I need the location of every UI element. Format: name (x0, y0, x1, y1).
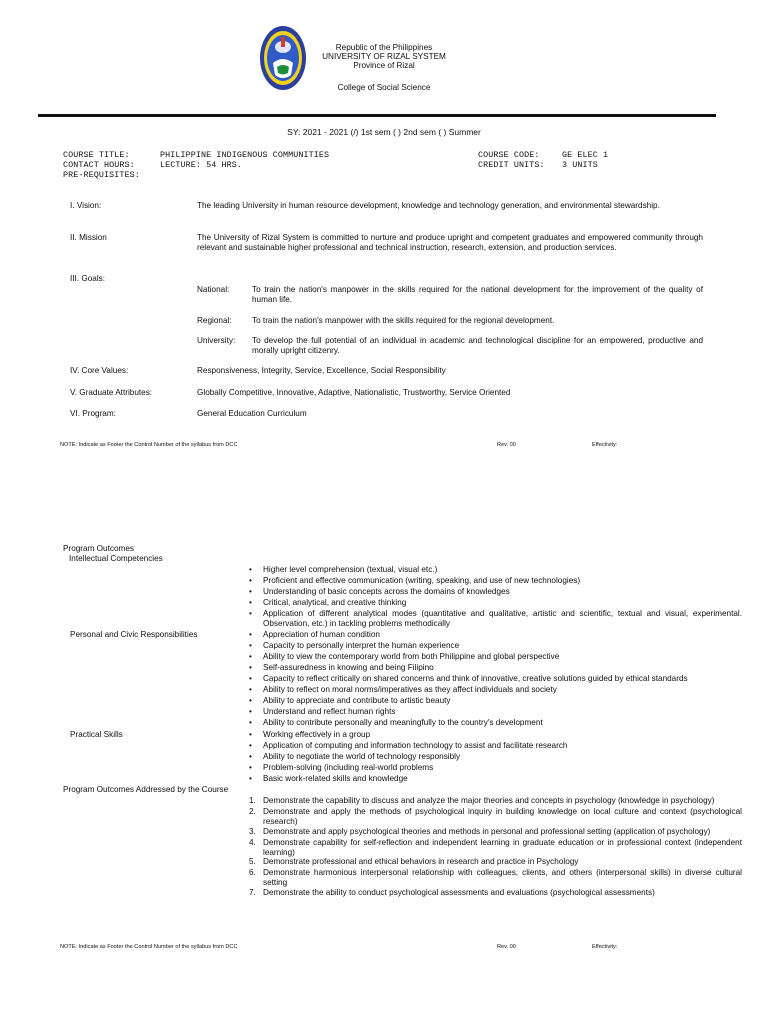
footer-rev: Rev. 00 (497, 944, 516, 950)
school-year-line: SY: 2021 - 2021 (/) 1st sem ( ) 2nd sem ( ) Summer (287, 127, 481, 137)
list-item (249, 807, 742, 827)
item-text: Demonstrate and apply the methods of psychological inquiry in building knowledge on local culture and context (psychological research) (263, 807, 742, 826)
list-item (249, 827, 742, 838)
footer-effectivity: Effectivity: (592, 442, 618, 448)
item-text: Demonstrate the ability to conduct psychological assessments and evaluations (psychological assessments) (263, 888, 655, 898)
contact-hours-value: LECTURE: 54 HRS. (160, 160, 243, 170)
practical-skills-list (249, 730, 742, 785)
program-label: VI. Program: (70, 409, 116, 418)
item-number: 6. (249, 868, 256, 878)
graduate-attributes-text: Globally Competitive, Innovative, Adaptive, Nationalistic, Trustworthy, Service Oriented (197, 388, 511, 397)
list-item (249, 857, 742, 868)
list-item: • Capacity to personally interpret the human experience (249, 641, 742, 652)
goals-label: III. Goals: (70, 274, 106, 283)
item-text: Demonstrate the capability to discuss and analyze the major theories and concepts in psychology (knowledge in psychology) (263, 796, 715, 805)
prerequisites-label: PRE-REQUISITES: (63, 170, 140, 180)
list-item: • Understanding of basic concepts across the domains of knowledges (249, 587, 742, 598)
list-item: • Problem-solving (including real-world problems (249, 763, 742, 774)
item-text: Demonstrate and apply psychological theories and methods in personal and professional setting (application of psychology) (263, 826, 711, 836)
footer-rev: Rev. 00 (497, 442, 516, 448)
header-republic: Republic of the Philippines (335, 43, 433, 52)
credit-units-value: 3 UNITS (562, 160, 598, 170)
list-item: • Capacity to reflect critically on shared concerns and think of innovative, creative solutions guided by ethical standards (249, 674, 742, 685)
contact-hours-label: CONTACT HOURS: (63, 160, 135, 170)
list-item: • Ability to negotiate the world of technology responsibly (249, 752, 742, 763)
item-number: 7. (249, 888, 256, 898)
item-number: 3. (249, 826, 256, 836)
list-item: • Ability to appreciate and contribute to artistic beauty (249, 696, 742, 707)
list-item: • Understand and reflect human rights (249, 707, 742, 718)
item-text: Demonstrate capability for self-reflection and independent learning in graduate education or in professional context (independent learning) (263, 837, 742, 857)
list-item (249, 868, 742, 888)
list-item (249, 796, 742, 807)
goal-national-text: To train the nation's manpower in the skills required for the national development for the improvement of the quality of human life. (252, 285, 703, 304)
course-code-value: GE ELEC 1 (562, 150, 609, 160)
vision-label: I. Vision: (70, 201, 102, 210)
intellectual-competencies-label: Intellectual Competencies (69, 554, 163, 563)
list-item: • Ability to contribute personally and meaningfully to the country's development (249, 718, 742, 729)
list-item: • Appreciation of human condition (249, 630, 742, 641)
footer-note: NOTE: Indicate as Footer the Control Number of the syllabus from DCC (60, 442, 238, 448)
goal-national-label: National: (197, 285, 230, 294)
graduate-attributes-label: V. Graduate Attributes: (70, 388, 153, 397)
list-item: • Proficient and effective communication (writing, speaking, and use of new technologies) (249, 576, 742, 587)
goal-regional-label: Regional: (197, 316, 232, 325)
mission-text: The University of Rizal System is committed to nurture and produce upright and competent graduates and empowered community through relevant and sustainable higher professional and technical instruction, research, extension, and production services. (197, 233, 703, 252)
outcomes-addressed-label: Program Outcomes Addressed by the Course (63, 785, 229, 794)
core-values-label: IV. Core Values: (70, 366, 129, 375)
item-number: 5. (249, 857, 256, 867)
personal-civic-label: Personal and Civic Responsibilities (70, 630, 198, 639)
credit-units-label: CREDIT UNITS: (478, 160, 545, 170)
mission-label: II. Mission (70, 233, 107, 242)
intellectual-competencies-list (249, 565, 742, 629)
item-number: 2. (249, 807, 256, 816)
item-text: Demonstrate professional and ethical behaviors in research and practice in Psychology (263, 857, 579, 867)
footer-note: NOTE: Indicate as Footer the Control Number of the syllabus from DCC (60, 944, 238, 950)
header-divider (38, 114, 716, 117)
item-number: 1. (249, 796, 256, 805)
goal-university-label: University: (197, 336, 236, 345)
list-item: • Ability to view the contemporary world from both Philippine and global perspective (249, 652, 742, 663)
program-text: General Education Curriculum (197, 409, 307, 418)
goal-university-text: To develop the full potential of an individual in academic and technological discipline for an empowered, productive and morally upright citizenry. (252, 336, 703, 355)
header-province: Province of Rizal (353, 61, 415, 70)
header-college: College of Social Science (337, 83, 431, 92)
practical-skills-label: Practical Skills (70, 730, 123, 739)
list-item: • Ability to reflect on moral norms/imperatives as they affect individuals and society (249, 685, 742, 696)
list-item: • Critical, analytical, and creative thinking (249, 598, 742, 609)
core-values-text: Responsiveness, Integrity, Service, Excellence, Social Responsibility (197, 366, 446, 375)
list-item: • Application of different analytical modes (quantitative and qualitative, artistic and scientific, textual and visual, experimental. Observation, etc.) in tackling problems methodically (249, 609, 742, 629)
list-item: • Self-assuredness in knowing and being Filipino (249, 663, 742, 674)
footer-effectivity: Effectivity: (592, 944, 618, 950)
list-item (249, 888, 742, 899)
list-item: • Application of computing and information technology to assist and facilitate research (249, 741, 742, 752)
course-title-value: PHILIPPINE INDIGENOUS COMMUNITIES (160, 150, 330, 160)
list-item: • Working effectively in a group (249, 730, 742, 741)
course-code-label: COURSE CODE: (478, 150, 540, 160)
outcomes-addressed-list (249, 796, 742, 899)
vision-text: The leading University in human resource development, knowledge and technology generation, and environmental stewardship. (197, 201, 660, 210)
goal-regional-text: To train the nation's manpower with the skills required for the regional development. (252, 316, 555, 325)
document-header (0, 0, 768, 100)
list-item: • Basic work-related skills and knowledge (249, 774, 742, 785)
personal-civic-list (249, 630, 742, 729)
item-number: 4. (249, 837, 256, 847)
list-item: • Higher level comprehension (textual, visual etc.) (249, 565, 742, 576)
program-outcomes-heading: Program Outcomes (63, 544, 134, 553)
header-university: UNIVERSITY OF RIZAL SYSTEM (322, 52, 446, 61)
course-title-label: COURSE TITLE: (63, 150, 130, 160)
list-item (249, 838, 742, 858)
item-text: Demonstrate harmonious interpersonal relationship with colleagues, clients, and others (interpersonal skills) in diverse cultural setting (263, 868, 742, 888)
